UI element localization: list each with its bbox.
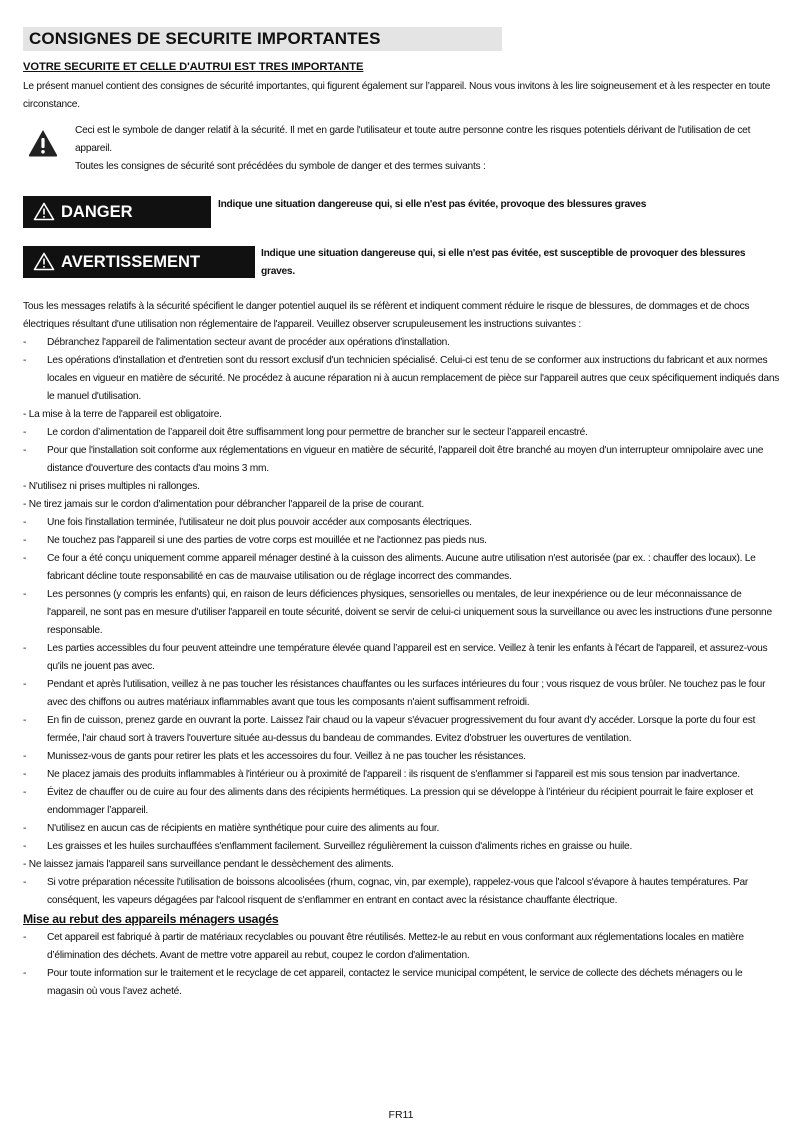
dash: -: [23, 841, 27, 852]
plain-item: - N'utilisez ni prises multiples ni rallonges.: [23, 481, 200, 492]
list-item: [23, 929, 781, 965]
list-item: [23, 550, 781, 586]
list-item: [23, 334, 781, 352]
dash: -: [23, 589, 27, 600]
item-text: Les parties accessibles du four peuvent atteindre une température élevée quand l’appareil est en service. Veillez à tenir les enfants à l'écart de l'appareil, et assurez-vous qu'ils ne jouent pas avec.: [47, 643, 768, 672]
dash: -: [23, 968, 27, 979]
item-text: En fin de cuisson, prenez garde en ouvrant la porte. Laissez l'air chaud ou la vapeur s'évacuer progressivement du four avant d'y accéder. Lorsque la porte du four est fermée, l'air chaud sort à travers l'ouverture située au-dessus du bandeau de commandes. Evitez d'obstruer les ouvertures de ventilation.: [47, 715, 756, 744]
danger-label: DANGER: [61, 203, 133, 221]
messages-intro: Tous les messages relatifs à la sécurité spécifient le danger potentiel auquel ils se réfèrent et indiquent comment réduire le risque de blessures, de dommages et de chocs électriques résultant d'une utilisation non réglementaire de l'appareil. Veuillez observer scrupuleusement les instructions suivantes :: [23, 301, 750, 330]
item-text: Ne touchez pas l'appareil si une des parties de votre corps est mouillée et ne l'actionnez pas pieds nus.: [47, 535, 487, 546]
item-text: Les opérations d'installation et d'entretien sont du ressort exclusif d'un technicien spécialisé. Celui-ci est tenu de se conformer aux instructions du fabricant et aux normes locales en vigueur en matière de sécurité. Ne procédez à aucune réparation ni à aucun remplacement de pièce sur l'appareil autres que ceux spécifiquement indiqués dans le manuel d'utilisation.: [47, 355, 780, 402]
item-text: Débranchez l'appareil de l'alimentation secteur avant de procéder aux opérations d'installation.: [47, 337, 450, 348]
danger-badge: [23, 196, 211, 228]
page-title: CONSIGNES DE SECURITE IMPORTANTES: [23, 27, 502, 51]
warning-label: AVERTISSEMENT: [61, 253, 201, 271]
disposal-heading: Mise au rebut des appareils ménagers usagés: [23, 912, 279, 926]
warning-description: Indique une situation dangereuse qui, si elle n'est pas évitée, est susceptible de provoquer des blessures graves.: [261, 248, 746, 277]
dash: -: [23, 823, 27, 834]
dash: -: [23, 932, 27, 943]
list-item: [23, 965, 781, 1001]
list-item: [23, 424, 781, 442]
dash: -: [23, 877, 27, 888]
list-item: [23, 820, 781, 838]
item-text: Si votre préparation nécessite l'utilisation de boissons alcoolisées (rhum, cognac, vin, par exemple), rappelez-vous que l'alcool s'évapore à hautes températures. Par conséquent, les vapeurs dégagées par l'alcool risquent de s'enflammer en entrant en contact avec la résistance chauffante électrique.: [47, 877, 749, 906]
list-item: [23, 838, 781, 856]
danger-triangle-icon: [28, 128, 58, 158]
plain-item: - La mise à la terre de l'appareil est obligatoire.: [23, 409, 222, 420]
item-text: Une fois l'installation terminée, l'utilisateur ne doit plus pouvoir accéder aux composants électriques.: [47, 517, 472, 528]
plain-item: - Ne laissez jamais l'appareil sans surveillance pendant le dessèchement des aliments.: [23, 859, 394, 870]
symbol-explanation: [75, 122, 780, 176]
plain-item: - Ne tirez jamais sur le cordon d'alimentation pour débrancher l'appareil de la prise de courant.: [23, 499, 424, 510]
dash: -: [23, 517, 27, 528]
list-item: [23, 784, 781, 820]
list-item: [23, 748, 781, 766]
danger-description: Indique une situation dangereuse qui, si elle n'est pas évitée, provoque des blessures graves: [218, 199, 647, 210]
item-text: Ne placez jamais des produits inflammables à l'intérieur ou à proximité de l'appareil : ils risquent de s'enflammer si l'appareil est mis sous tension par inadvertance.: [47, 769, 740, 780]
list-item: [23, 712, 781, 748]
list-item: [23, 442, 781, 478]
section-subtitle: VOTRE SECURITE ET CELLE D'AUTRUI EST TRES IMPORTANTE: [23, 61, 364, 73]
item-text: Pendant et après l'utilisation, veillez à ne pas toucher les résistances chauffantes ou les surfaces intérieures du four ; vous risquez de vous brûler. Ne touchez pas le four avec des chiffons ou autres matériaux inflammables avant que tous les composants n'aient suffisamment refroidi.: [47, 679, 766, 708]
item-text: Le cordon d’alimentation de l’appareil doit être suffisamment long pour permettre de brancher sur le secteur l’appareil encastré.: [47, 427, 588, 438]
intro-paragraph: Le présent manuel contient des consignes de sécurité importantes, qui figurent également sur l’appareil. Nous vous invitons à les lire soigneusement et à les respecter en toute circonstance.: [23, 81, 771, 110]
warning-badge: [23, 246, 255, 278]
item-text: Évitez de chauffer ou de cuire au four des aliments dans des récipients hermétiques. La pression qui se développe à l’intérieur du récipient pourrait le faire exploser et endommager l’appareil.: [47, 787, 753, 816]
dash: -: [23, 769, 27, 780]
dash: -: [23, 553, 27, 564]
warning-triangle-icon: [33, 202, 55, 221]
list-item: [23, 874, 781, 910]
item-text: Pour que l'installation soit conforme aux réglementations en vigueur en matière de sécurité, l'appareil doit être branché au moyen d'un interrupteur omnipolaire avec une distance d'ouverture des contacts d'au moins 3 mm.: [47, 445, 764, 474]
page-number: FR11: [388, 1109, 414, 1121]
warning-triangle-icon: [33, 252, 55, 271]
list-item: [23, 352, 781, 406]
item-text: Pour toute information sur le traitement et le recyclage de cet appareil, contactez le service municipal compétent, le service de collecte des déchets ménagers ou le magasin où vous l’avez acheté.: [47, 968, 743, 997]
symbol-text-1: Ceci est le symbole de danger relatif à la sécurité. Il met en garde l'utilisateur et toute autre personne contre les risques potentiels dérivant de l'utilisation de cet appareil.: [75, 125, 751, 154]
item-text: N'utilisez en aucun cas de récipients en matière synthétique pour cuire des aliments au four.: [47, 823, 440, 834]
dash: -: [23, 535, 27, 546]
dash: -: [23, 445, 27, 456]
item-text: Ce four a été conçu uniquement comme appareil ménager destiné à la cuisson des aliments. Aucune autre utilisation n'est autorisée (par ex. : chauffer des locaux). Le fabricant décline toute responsabilité en cas de mauvaise utilisation ou de réglage incorrect des commandes.: [47, 553, 756, 582]
list-item: [23, 514, 781, 532]
item-text: Munissez-vous de gants pour retirer les plats et les accessoires du four. Veillez à ne pas toucher les résistances.: [47, 751, 526, 762]
dash: -: [23, 787, 27, 798]
list-item: [23, 640, 781, 676]
dash: -: [23, 643, 27, 654]
dash: -: [23, 751, 27, 762]
dash: -: [23, 355, 27, 366]
symbol-text-2: Toutes les consignes de sécurité sont précédées du symbole de danger et des termes suivants :: [75, 161, 486, 172]
list-item: [23, 676, 781, 712]
dash: -: [23, 337, 27, 348]
list-item: [23, 532, 781, 550]
item-text: Cet appareil est fabriqué à partir de matériaux recyclables ou pouvant être réutilisés. Mettez-le au rebut en vous conformant aux réglementations locales en matière d’élimination des déchets. Avant de mettre votre appareil au rebut, coupez le cordon d'alimentation.: [47, 932, 744, 961]
dash: -: [23, 679, 27, 690]
safety-instructions: [23, 298, 781, 1001]
item-text: Les graisses et les huiles surchauffées s'enflamment facilement. Surveillez régulièrement la cuisson d'aliments riches en graisse ou huile.: [47, 841, 633, 852]
list-item: [23, 766, 781, 784]
item-text: Les personnes (y compris les enfants) qui, en raison de leurs déficiences physiques, sensorielles ou mentales, de leur inexpérience ou de leur méconnaissance de l'appareil, ne sont pas en mesure d'utiliser l'appareil en toute sécurité, doivent se servir de celui-ci uniquement sous la surveillance ou avec les instructions d'une personne responsable.: [47, 589, 772, 636]
list-item: [23, 586, 781, 640]
dash: -: [23, 715, 27, 726]
dash: -: [23, 427, 27, 438]
